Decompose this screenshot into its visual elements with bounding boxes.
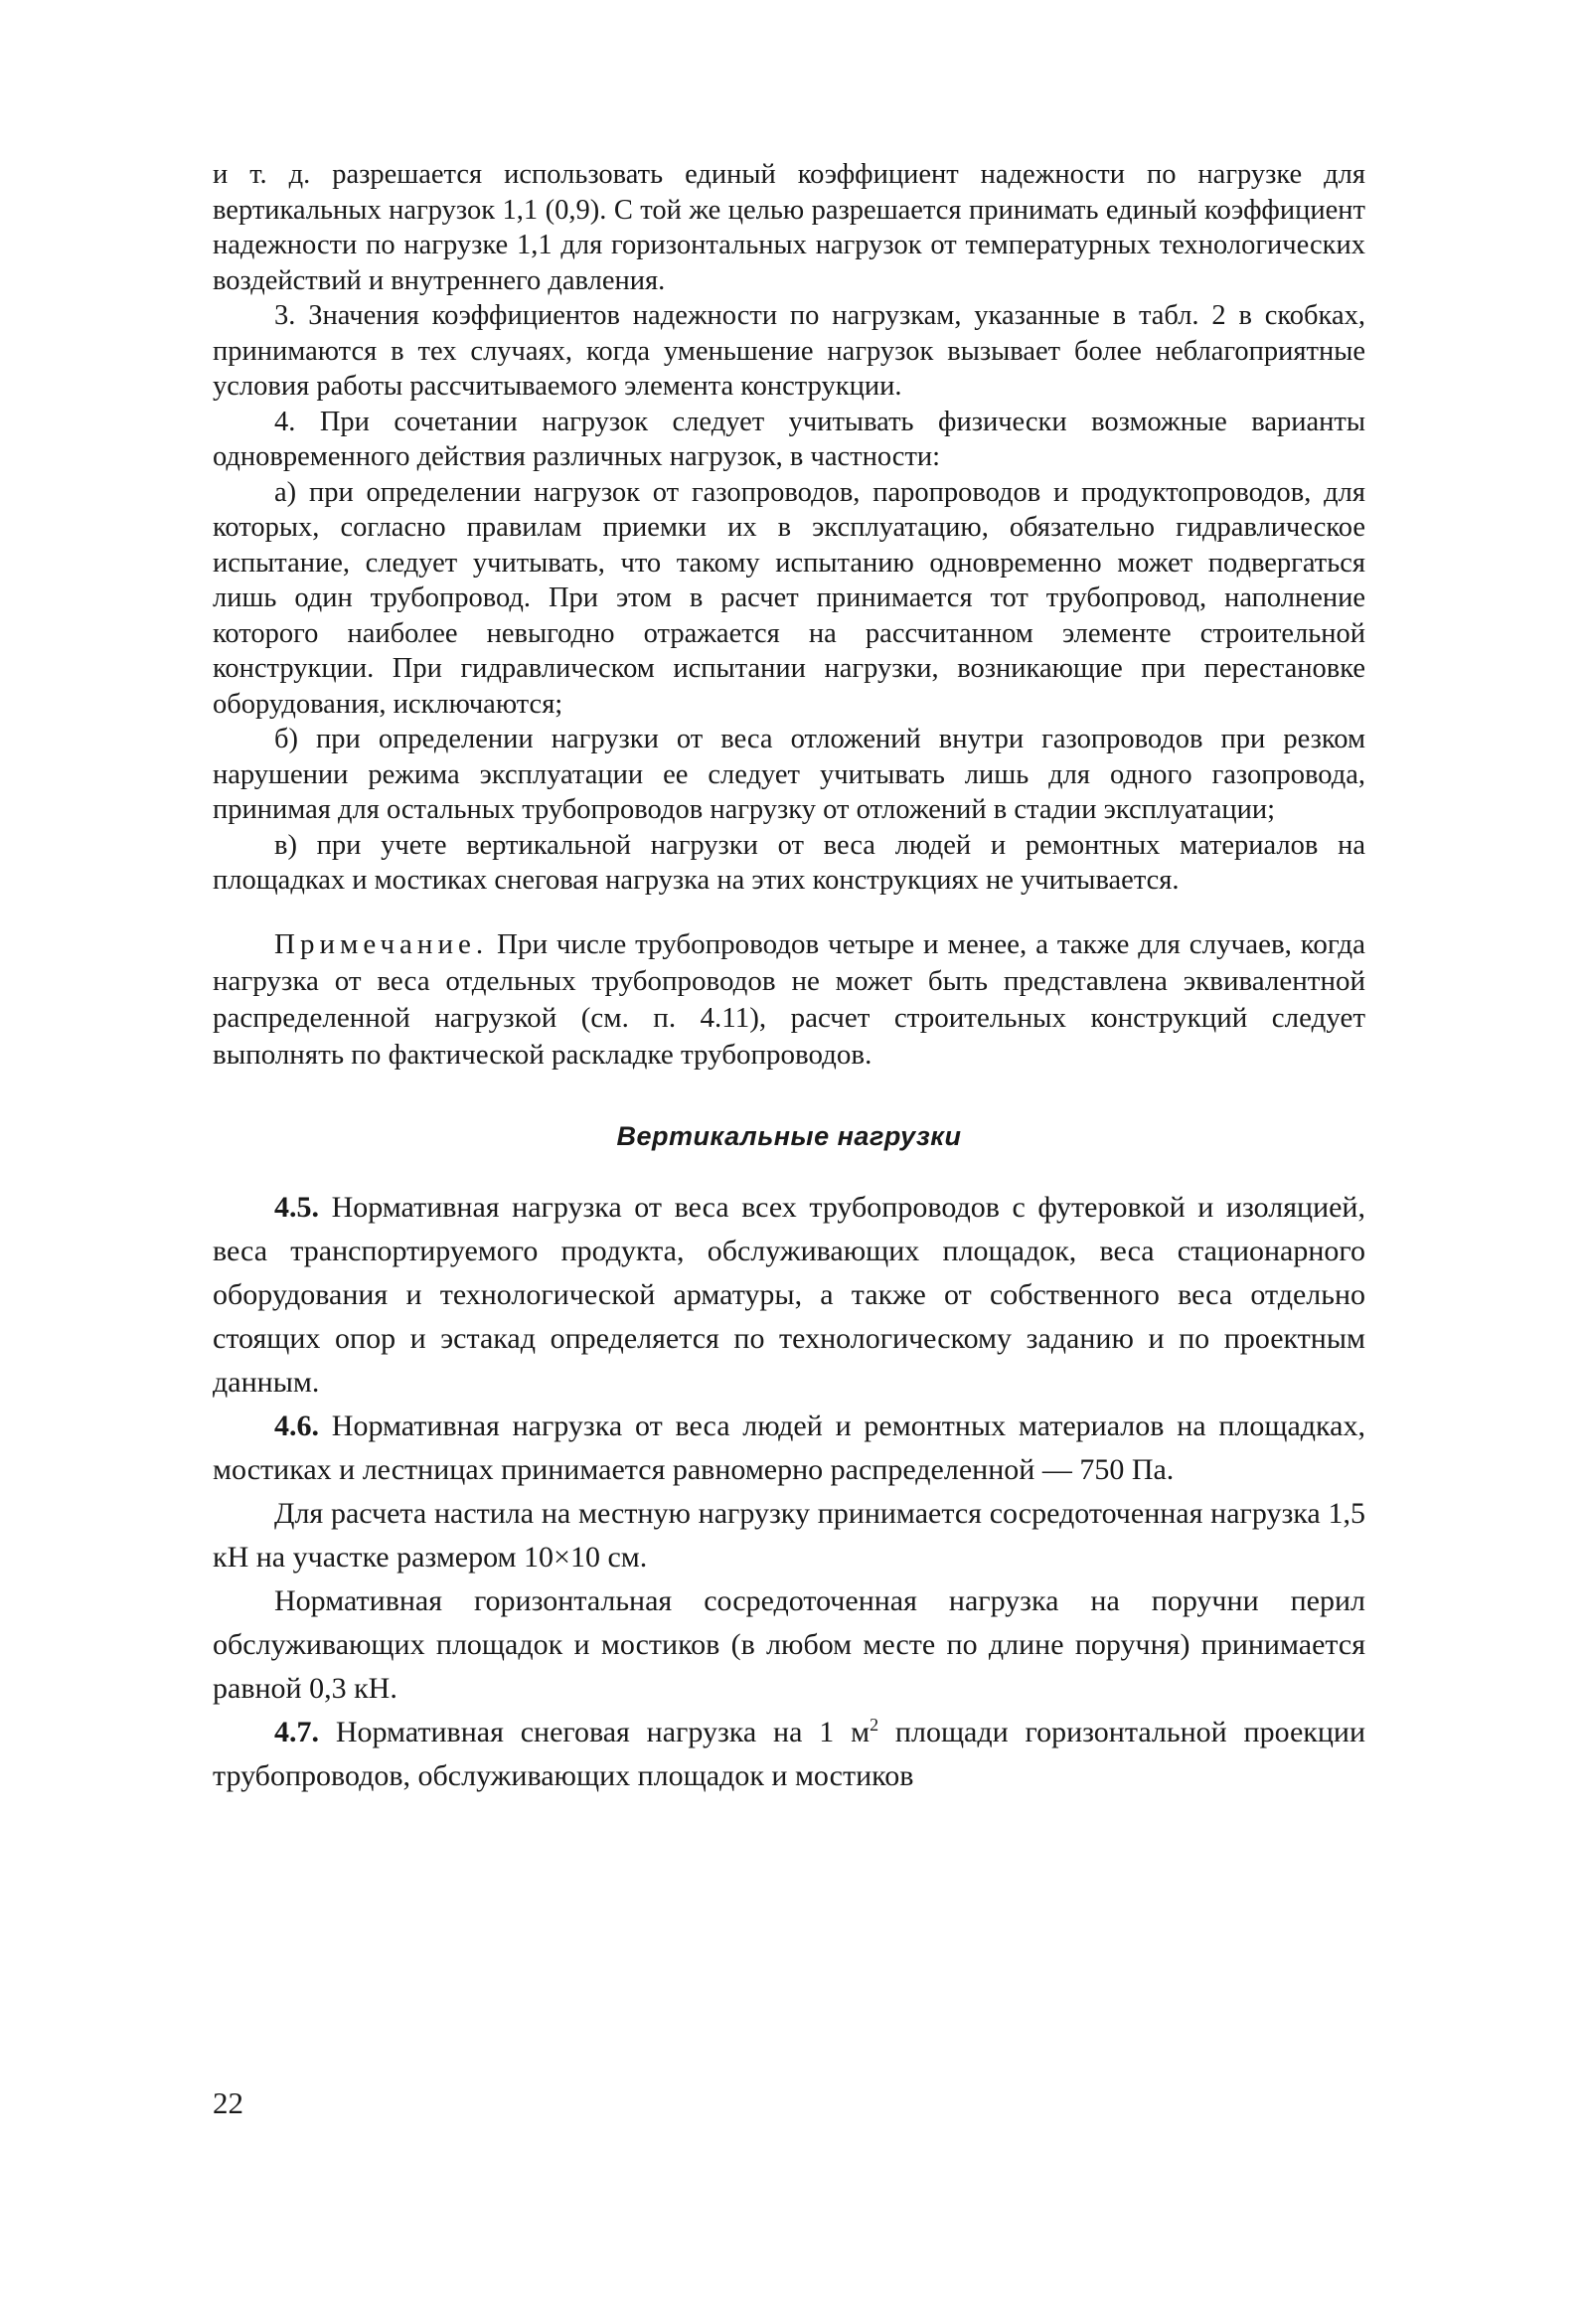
item-text: Нормативная нагрузка от веса всех трубопроводов с футеровкой и изоляцией, веса транспортируемого продукта, обслуживающих площадок, веса стационарного оборудования и технологической арматуры, а также от собственного веса отдельно стоящих опор и эстакад определяется по технологическому заданию и по проектным данным. [213, 1190, 1365, 1399]
section-heading: Вертикальные нагрузки [616, 1120, 962, 1151]
item-text: Нормативная снеговая нагрузка на 1 м [319, 1715, 871, 1748]
page-body [213, 157, 1365, 1798]
page-number: 22 [213, 2085, 243, 2120]
paragraph-note-3: 3. Значения коэффициентов надежности по нагрузкам, указанные в табл. 2 в скобках, принимаются в тех случаях, когда уменьшение нагрузок вызывает более неблагоприятные условия работы рассчитываемого элемента конструкции. [213, 300, 1365, 402]
item-4-6 [213, 1405, 1365, 1492]
paragraph-continuation: и т. д. разрешается использовать единый коэффициент надежности по нагрузке для вертикальных нагрузок 1,1 (0,9). С той же целью разрешается принимать единый коэффициент надежности по нагрузке 1,1 для горизонтальных нагрузок от температурных технологических воздействий и внутреннего давления. [213, 159, 1365, 296]
item-number: 4.7. [274, 1715, 319, 1748]
item-text-cont: площади горизонтальной проекции трубопроводов, обслуживающих площадок и мостиков [213, 1715, 1365, 1792]
note-text: При числе трубопроводов четыре и менее, а также для случаев, когда нагрузка от веса отдельных трубопроводов не может быть представлена эквивалентной распределенной нагрузкой (см. п. 4.11), расчет строительных конструкций следует выполнять по фактической раскладке трубопроводов. [213, 927, 1365, 1071]
note-section [213, 926, 1365, 1074]
item-4-5 [213, 1186, 1365, 1405]
paragraph-note-4: 4. При сочетании нагрузок следует учитывать физически возможные варианты одновременного действия различных нагрузок, в частности: [213, 406, 1365, 472]
item-4-6-handrail-load: Нормативная горизонтальная сосредоточенная нагрузка на поручни перил обслуживающих площадок и мостиков (в любом месте по длине поручня) принимается равной 0,3 кН. [213, 1583, 1365, 1705]
item-4-6-local-load: Для расчета настила на местную нагрузку принимается сосредоточенная нагрузка 1,5 кН на участке размером 10×10 см. [213, 1496, 1365, 1574]
upper-section [213, 157, 1365, 899]
paragraph-note-4a: а) при определении нагрузок от газопроводов, паропроводов и продуктопроводов, для которых, согласно правилам приемки их в эксплуатацию, обязательно гидравлическое испытание, следует учитывать, что такому испытанию одновременно может подвергаться лишь один трубопровод. При этом в расчет принимается тот трубопровод, наполнение которого наиболее невыгодно отражается на рассчитанном элементе строительной конструкции. При гидравлическом испытании нагрузки, возникающие при перестановке оборудования, исключаются; [213, 476, 1365, 720]
paragraph-note-4b: б) при определении нагрузки от веса отложений внутри газопроводов при резком нарушении режима эксплуатации ее следует учитывать лишь для одного газопровода, принимая для остальных трубопроводов нагрузку от отложений в стадии эксплуатации; [213, 724, 1365, 825]
note-label: Примечание. [274, 927, 489, 960]
item-text: Нормативная нагрузка от веса людей и ремонтных материалов на площадках, мостиках и лестницах принимается равномерно распределенной — 750 Па. [213, 1409, 1365, 1486]
superscript: 2 [870, 1714, 879, 1735]
paragraph-note-4c: в) при учете вертикальной нагрузки от веса людей и ремонтных материалов на площадках и мостиках снеговая нагрузка на этих конструкциях не учитывается. [213, 829, 1365, 896]
note-paragraph [213, 926, 1365, 1074]
item-number: 4.6. [274, 1409, 319, 1442]
lower-section [213, 1186, 1365, 1798]
item-number: 4.5. [274, 1190, 319, 1224]
item-4-7 [213, 1711, 1365, 1798]
